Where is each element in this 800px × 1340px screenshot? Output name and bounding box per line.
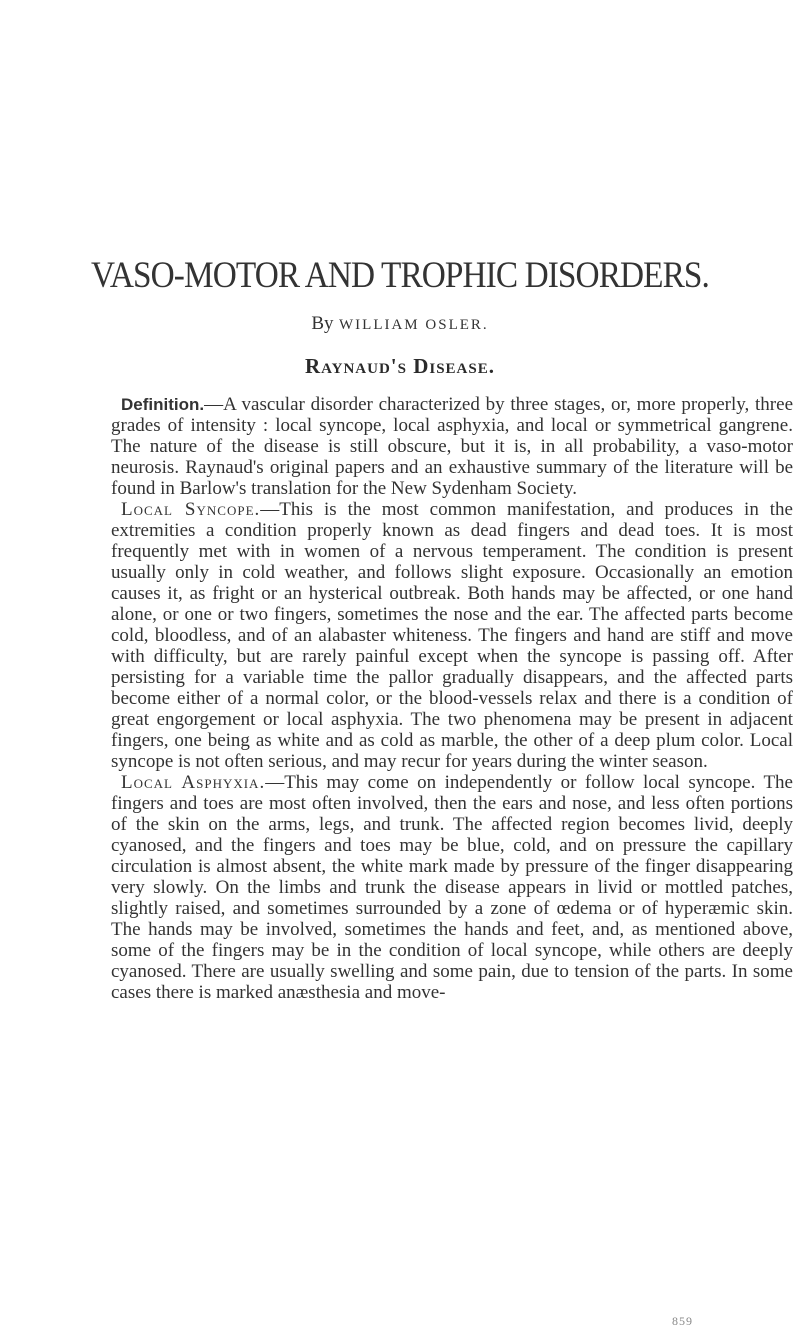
paragraph-text: —This may come on independently or follow local syncope. The fingers and toes are most often involved, then the ears and nose, and less often portions of the skin on the arms, legs, and trunk. The affected region becomes livid, deeply cyanosed, and the fingers and toes may be blue, cold, and on pressure the capillary circulation is almost absent, the white mark made by pressure of the finger disappearing very slowly. On the limbs and trunk the disease appears in livid or mottled patches, slightly raised, and sometimes surrounded by a zone of œdema or of hyperæmic skin. The hands may be involved, sometimes the hands and feet, and, as mentioned above, some of the fingers may be in the condition of local syncope, while others are deeply cyanosed. There are usually swelling and some pain, due to tension of the parts. In some cases there is marked anæsthesia and move- <box>111 772 793 1003</box>
author-name: WILLIAM OSLER. <box>339 317 489 333</box>
paragraph-text: —This is the most common manifestation, and produces in the extremities a condition properly known as dead fingers and dead toes. It is most frequently met with in women of a nervous temperament. The condition is present usually only in cold weather, and follows slight exposure. Occasionally an emotion causes it, as fright or an hysterical outbreak. Both hands may be affected, or one hand alone, or one or two fingers, sometimes the nose and the ear. The affected parts become cold, bloodless, and of an alabaster whiteness. The fingers and hand are stiff and move with difficulty, but are rarely painful except when the syncope is passing off. After persisting for a variable time the pallor gradually disappears, and the affected parts become either of a normal color, or the blood-vessels relax and there is a condition of great engorgement or local asphyxia. The two phenomena may be present in adjacent fingers, one being as white and as cold as marble, the other of a deep plum color. Local syncope is not often serious, and may recur for years during the winter season. <box>111 499 793 772</box>
paragraph-local-asphyxia <box>111 772 793 1003</box>
paragraph-lead: Definition. <box>121 395 205 414</box>
author-byline <box>0 313 800 335</box>
paragraph-definition <box>111 394 793 499</box>
chapter-title: VASO-MOTOR AND TROPHIC DISORDERS. <box>91 255 709 296</box>
body-text <box>111 394 793 1003</box>
byline-by: By <box>311 313 334 334</box>
section-title: Raynaud's Disease. <box>305 354 495 378</box>
paragraph-text: —A vascular disorder characterized by three stages, or, more properly, three grades of intensity : local syncope, local asphyxia, and local or symmetrical gangrene. The nature of the disease is still obscure, but it is, in all probability, a vaso-motor neurosis. Raynaud's original papers and an exhaustive summary of the literature will be found in Barlow's translation for the New Sydenham Society. <box>111 394 793 499</box>
paragraph-lead: Local Asphyxia. <box>121 772 266 793</box>
page-number: 859 <box>672 1314 693 1328</box>
paragraph-local-syncope <box>111 499 793 772</box>
paragraph-lead: Local Syncope. <box>121 499 261 520</box>
